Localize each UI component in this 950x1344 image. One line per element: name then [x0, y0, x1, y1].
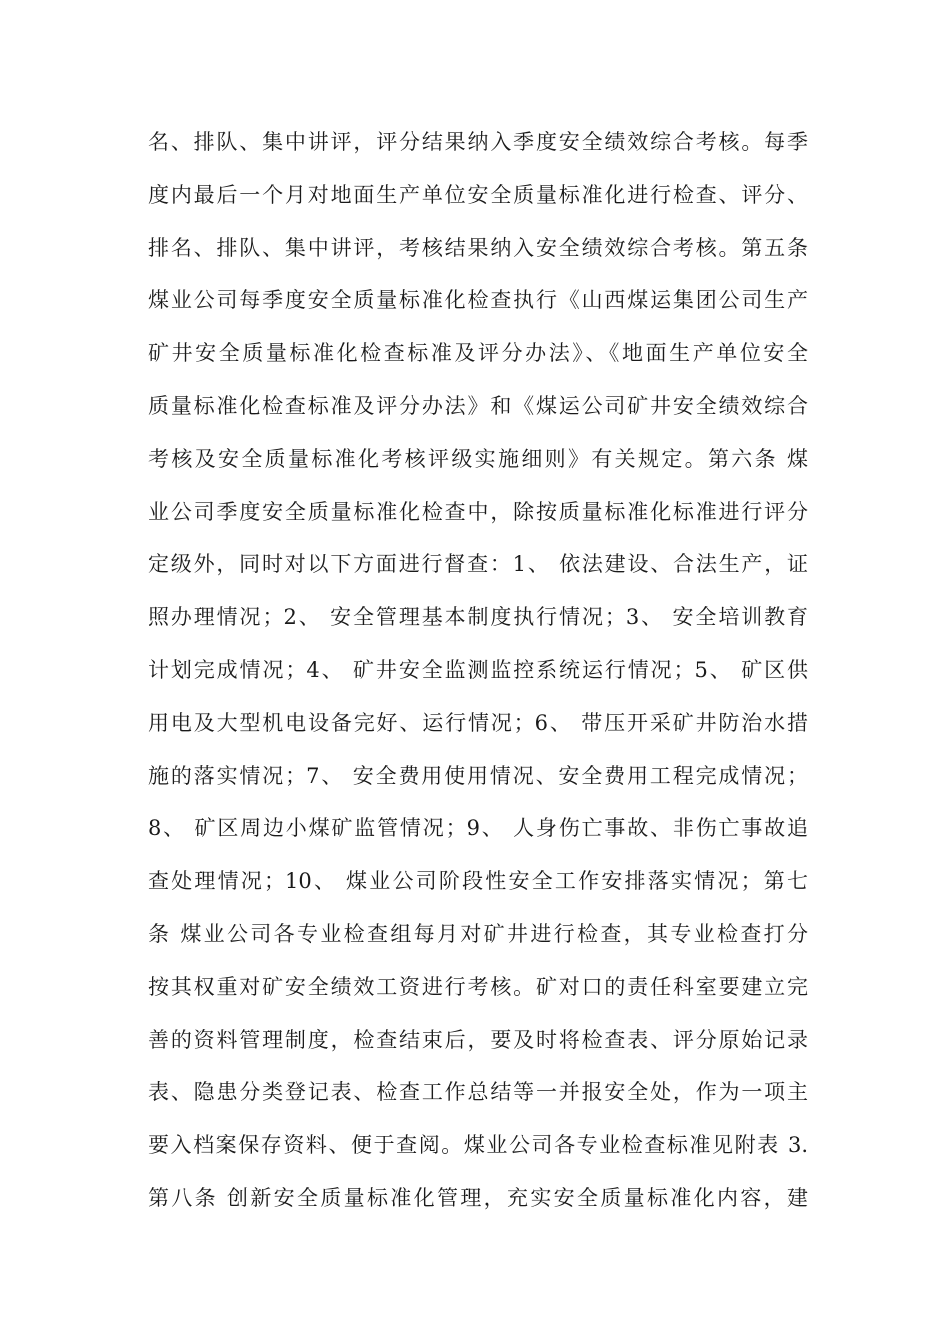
text-line: 度内最后一个月对地面生产单位安全质量标准化进行检查、评分、 — [148, 182, 808, 207]
text-line: 排名、排队、集中讲评，考核结果纳入安全绩效综合考核。第五条 — [148, 235, 808, 260]
text-line: 表、隐患分类登记表、检查工作总结等一并报安全处，作为一项主 — [148, 1080, 808, 1105]
text-line: 煤业公司每季度安全质量标准化检查执行《山西煤运集团公司生产 — [148, 288, 808, 313]
text-line: 矿井安全质量标准化检查标准及评分办法》、《地面生产单位安全 — [148, 341, 808, 366]
text-line: 第八条 创新安全质量标准化管理，充实安全质量标准化内容，建 — [148, 1185, 808, 1210]
text-line: 名、排队、集中讲评，评分结果纳入季度安全绩效综合考核。每季 — [148, 130, 808, 154]
text-line: 按其权重对矿安全绩效工资进行考核。矿对口的责任科室要建立完 — [148, 974, 808, 999]
text-line: 要入档案保存资料、便于查阅。煤业公司各专业检查标准见附表 3. — [148, 1133, 808, 1158]
text-line: 善的资料管理制度，检查结束后，要及时将检查表、评分原始记录 — [148, 1027, 808, 1052]
text-line: 考核及安全质量标准化考核评级实施细则》有关规定。第六条 煤 — [148, 446, 808, 471]
body-text — [148, 116, 808, 1225]
text-line: 查处理情况；10、 煤业公司阶段性安全工作安排落实情况；第七 — [148, 869, 808, 894]
text-line: 质量标准化检查标准及评分办法》和《煤运公司矿井安全绩效综合 — [148, 393, 808, 418]
text-line: 施的落实情况；7、 安全费用使用情况、安全费用工程完成情况； — [148, 763, 808, 788]
text-line: 8、 矿区周边小煤矿监管情况；9、 人身伤亡事故、非伤亡事故追 — [148, 816, 808, 841]
text-line: 条 煤业公司各专业检查组每月对矿井进行检查，其专业检查打分 — [148, 921, 808, 946]
text-line: 计划完成情况；4、 矿井安全监测监控系统运行情况；5、 矿区供 — [148, 657, 808, 682]
text-line: 照办理情况；2、 安全管理基本制度执行情况；3、 安全培训教育 — [148, 605, 808, 630]
text-line: 定级外，同时对以下方面进行督查：1、 依法建设、合法生产，证 — [148, 552, 808, 577]
text-line: 业公司季度安全质量标准化检查中，除按质量标准化标准进行评分 — [148, 499, 808, 524]
text-line: 用电及大型机电设备完好、运行情况；6、 带压开采矿井防治水措 — [148, 710, 808, 735]
